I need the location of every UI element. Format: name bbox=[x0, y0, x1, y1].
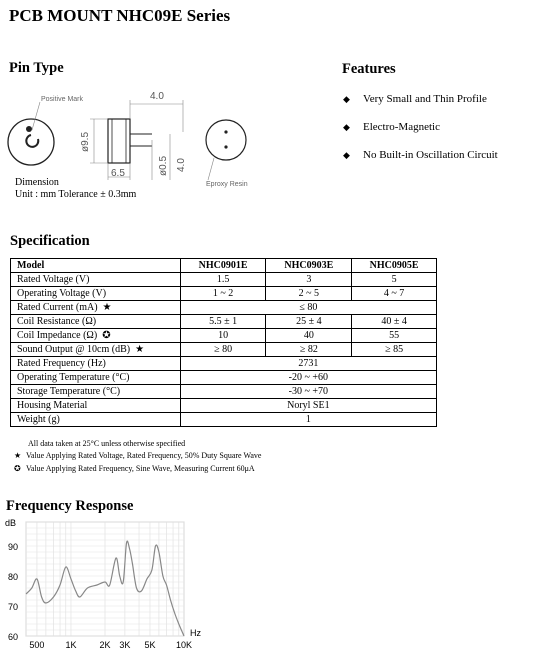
star-icon: ★ bbox=[102, 302, 112, 313]
table-cell: 1 ~ 2 bbox=[180, 287, 266, 301]
circled-star-icon: ✪ bbox=[102, 330, 111, 341]
header-cell: NHC0901E bbox=[180, 259, 266, 273]
y-tick-label: 90 bbox=[8, 542, 19, 552]
feature-item bbox=[343, 93, 487, 105]
x-tick-label: 2K bbox=[99, 640, 111, 650]
feature-item bbox=[343, 121, 440, 133]
header-cell: NHC0903E bbox=[266, 259, 352, 273]
header-cell: Model bbox=[11, 259, 181, 273]
table-cell: 4 ~ 7 bbox=[352, 287, 437, 301]
x-unit-label: Hz bbox=[190, 628, 201, 638]
row-label: Coil Resistance (Ω) bbox=[11, 315, 181, 329]
table-cell: 40 ± 4 bbox=[352, 315, 437, 329]
row-label: Rated Voltage (V) bbox=[11, 273, 181, 287]
table-row bbox=[11, 357, 437, 371]
y-unit-label: dB bbox=[5, 518, 17, 528]
dim-dia-0-5: ø0.5 bbox=[158, 155, 169, 176]
table-cell: 2 ~ 5 bbox=[266, 287, 352, 301]
star-icon: ★ bbox=[135, 344, 145, 355]
dim-6-5: 6.5 bbox=[111, 168, 125, 179]
table-cell: 10 bbox=[180, 329, 266, 343]
table-cell: -20 ~ +60 bbox=[180, 371, 436, 385]
row-label: Sound Output @ 10cm (dB) ★ bbox=[11, 343, 181, 357]
circled-star-icon: ✪ bbox=[14, 464, 21, 473]
table-cell: ≤ 80 bbox=[180, 301, 436, 315]
table-cell: ≥ 85 bbox=[352, 343, 437, 357]
diamond-bullet-icon: ◆ bbox=[343, 149, 350, 160]
features-heading: Features bbox=[342, 61, 396, 77]
row-label: Coil Impedance (Ω) ✪ bbox=[11, 329, 181, 343]
pin-type-heading: Pin Type bbox=[9, 60, 64, 76]
front-view-circle bbox=[8, 119, 54, 165]
y-tick-label: 60 bbox=[8, 632, 19, 642]
table-row bbox=[11, 329, 437, 343]
x-tick-label: 5K bbox=[144, 640, 156, 650]
row-label: Weight (g) bbox=[11, 413, 181, 427]
table-row bbox=[11, 273, 437, 287]
table-row bbox=[11, 315, 437, 329]
row-label: Storage Temperature (°C) bbox=[11, 385, 181, 399]
table-cell: 5 bbox=[352, 273, 437, 287]
feature-text: Very Small and Thin Profile bbox=[363, 93, 487, 105]
unit-tolerance-label: Unit : mm Tolerance ± 0.3mm bbox=[15, 189, 137, 200]
table-cell: -30 ~ +70 bbox=[180, 385, 436, 399]
spec-note: ★ Value Applying Rated Voltage, Rated Frequency, 50% Duty Square Wave bbox=[14, 451, 262, 460]
table-cell: 25 ± 4 bbox=[266, 315, 352, 329]
feature-text: No Built-in Oscillation Circuit bbox=[363, 149, 498, 161]
feature-item bbox=[343, 149, 498, 161]
row-label: Operating Voltage (V) bbox=[11, 287, 181, 301]
diamond-bullet-icon: ◆ bbox=[343, 93, 350, 104]
table-cell: 55 bbox=[352, 329, 437, 343]
frequency-response-chart bbox=[0, 514, 215, 654]
header-cell: NHC0905E bbox=[352, 259, 437, 273]
table-row bbox=[11, 287, 437, 301]
table-cell: 5.5 ± 1 bbox=[180, 315, 266, 329]
positive-mark-label: Positive Mark bbox=[41, 96, 84, 103]
spec-note: All data taken at 25°C unless otherwise specified bbox=[28, 438, 186, 448]
star-icon: ★ bbox=[14, 451, 22, 460]
spec-notes bbox=[14, 437, 261, 475]
table-header-row bbox=[11, 259, 437, 273]
spec-note: ✪ Value Applying Rated Frequency, Sine Wave, Measuring Current 60μA bbox=[14, 464, 255, 473]
table-cell: 1 bbox=[180, 413, 436, 427]
eproxy-resin-label: Eproxy Resin bbox=[206, 181, 248, 188]
diamond-bullet-icon: ◆ bbox=[343, 121, 350, 132]
row-label: Operating Temperature (°C) bbox=[11, 371, 181, 385]
dim-4-0-side: 4.0 bbox=[176, 158, 187, 172]
page-title: PCB MOUNT NHC09E Series bbox=[9, 6, 231, 25]
y-tick-label: 80 bbox=[8, 572, 19, 582]
table-row bbox=[11, 399, 437, 413]
table-cell: 2731 bbox=[180, 357, 436, 371]
table-row bbox=[11, 343, 437, 357]
dimension-label: Dimension bbox=[15, 177, 59, 188]
table-row bbox=[11, 385, 437, 399]
x-tick-label: 1K bbox=[65, 640, 77, 650]
feature-text: Electro-Magnetic bbox=[363, 121, 440, 133]
dim-4-0-top: 4.0 bbox=[150, 91, 164, 102]
table-row bbox=[11, 371, 437, 385]
table-cell: ≥ 82 bbox=[266, 343, 352, 357]
table-cell: 3 bbox=[266, 273, 352, 287]
table-cell: ≥ 80 bbox=[180, 343, 266, 357]
table-cell: 1.5 bbox=[180, 273, 266, 287]
y-tick-label: 70 bbox=[8, 602, 19, 612]
row-label: Rated Frequency (Hz) bbox=[11, 357, 181, 371]
back-view-circle bbox=[206, 120, 246, 160]
table-cell: 40 bbox=[266, 329, 352, 343]
dim-dia-9-5: ø9.5 bbox=[80, 131, 91, 152]
side-view bbox=[90, 100, 183, 180]
specification-heading: Specification bbox=[10, 233, 90, 249]
table-row bbox=[11, 413, 437, 427]
x-tick-label: 10K bbox=[175, 640, 193, 650]
frequency-response-heading: Frequency Response bbox=[6, 498, 134, 514]
table-cell: Noryl SE1 bbox=[180, 399, 436, 413]
row-label: Rated Current (mA) ★ bbox=[11, 301, 181, 315]
row-label: Housing Material bbox=[11, 399, 181, 413]
x-tick-label: 500 bbox=[29, 640, 45, 650]
specification-table bbox=[10, 258, 437, 427]
table-row bbox=[11, 301, 437, 315]
x-tick-label: 3K bbox=[119, 640, 131, 650]
